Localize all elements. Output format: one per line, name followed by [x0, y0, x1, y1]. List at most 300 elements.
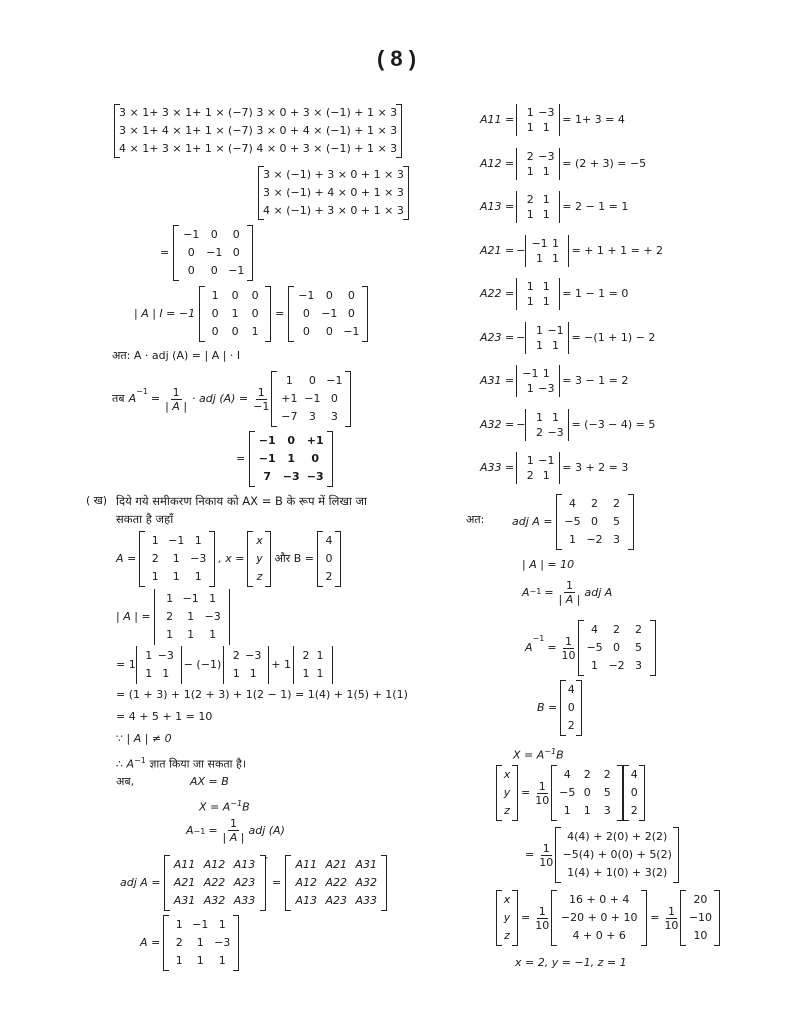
product-matrix-part-b — [258, 166, 409, 220]
cell: y — [503, 911, 511, 924]
cell: 2 — [583, 768, 591, 781]
cell: 1 — [285, 374, 293, 387]
x-eq-ainv-b — [513, 745, 564, 763]
cell: 4 — [569, 497, 577, 510]
fraction — [535, 780, 549, 807]
fraction — [664, 905, 678, 932]
ax-eq-b: AX = B — [190, 775, 229, 788]
cell: 2 — [151, 552, 159, 565]
final-sum-line — [496, 890, 720, 946]
cell: −5 — [564, 515, 581, 528]
a-symbol: A — [525, 641, 533, 654]
page-number: ( 8 ) — [376, 46, 417, 71]
numerator: 1 — [542, 841, 550, 855]
cell: −3 — [214, 936, 231, 949]
cell: z — [504, 929, 510, 942]
cofactor-label: A32 = — [480, 417, 515, 431]
cell: −3 — [538, 106, 555, 119]
cofactor-result: = −(1 + 1) − 2 — [571, 330, 656, 344]
calc-line: = 4 + 5 + 1 = 10 — [116, 710, 213, 723]
cofactor-row — [480, 409, 655, 441]
denominator: 10 — [539, 855, 554, 869]
denominator: 10 — [535, 918, 550, 932]
cell: −10 — [688, 911, 713, 924]
cell: x — [503, 893, 511, 906]
cell: 1 — [526, 382, 534, 395]
denominator: | A | — [558, 593, 581, 606]
minor-det — [516, 148, 560, 180]
cell: 1 — [175, 918, 183, 931]
cofactor-label: A11 = — [480, 113, 515, 126]
cell: 1 — [542, 367, 550, 380]
cell: −5 — [586, 641, 603, 654]
cell: z — [256, 570, 263, 583]
cell: −5(4) + 0(0) + 5(2) — [562, 848, 672, 861]
cell: x — [503, 768, 511, 781]
cell: 1 — [211, 289, 219, 302]
cell: A12 — [295, 876, 317, 889]
cofactor-matrix-transpose — [285, 855, 387, 911]
cell: 2 — [603, 768, 611, 781]
cell: A13 — [295, 894, 317, 907]
therefore-a: ∴ A — [116, 757, 135, 771]
inverse-sup: −1 — [230, 799, 243, 808]
coefficient-matrix — [139, 531, 215, 587]
cell: 1 — [231, 307, 239, 320]
x-eq-ainv-b — [199, 797, 250, 815]
cell: −20 + 0 + 10 — [560, 911, 638, 924]
cell: −3 — [306, 470, 324, 483]
cell: 0 — [210, 264, 218, 277]
cell: 2 — [567, 719, 575, 732]
product-row: 4 × 1+ 3 × 1+ 1 × (−7) 4 × 0 + 3 × (−1) + 1 × 3 — [119, 142, 398, 155]
cell: −1 — [547, 323, 564, 337]
cell: A33 — [355, 894, 377, 907]
cell: 4 — [563, 768, 571, 781]
fraction — [539, 842, 553, 869]
ainv-formula — [186, 817, 285, 844]
inverse-line — [112, 371, 351, 427]
cell: 0 — [302, 307, 310, 320]
cell: 1(4) + 1(0) + 3(2) — [567, 866, 668, 879]
cell: 3 — [613, 533, 621, 546]
cell: 2 — [166, 610, 174, 623]
cell: 4(4) + 2(0) + 2(2) — [567, 830, 668, 843]
cofactor-label: A33 = — [480, 461, 515, 474]
a-label: A = — [116, 552, 137, 565]
cell: 0 — [187, 246, 195, 259]
cell: 0 — [630, 786, 638, 799]
cell: 1 — [583, 804, 591, 817]
cell: 1 — [232, 667, 240, 680]
cell: x — [256, 534, 263, 547]
adj-a-text: adj A — [584, 585, 613, 599]
and-b-label: और B = — [274, 552, 314, 565]
cell: 0 — [251, 289, 259, 302]
cell: 1 — [194, 570, 202, 583]
adj-a-text: adj (A) — [248, 823, 285, 837]
cell: 0 — [591, 515, 599, 528]
product-column — [555, 827, 679, 883]
cell: 1 — [542, 164, 550, 178]
cell: 2 — [526, 469, 534, 482]
tab-word: तब — [112, 392, 125, 405]
equals: = — [521, 786, 531, 799]
identity-matrix — [199, 286, 271, 342]
cell: 1 — [302, 667, 310, 680]
cell: −1 — [326, 374, 343, 387]
denominator: 10 — [664, 918, 679, 932]
minor-det — [525, 322, 569, 354]
minor-det — [525, 235, 569, 267]
adj-cofactor-line — [120, 855, 387, 911]
equals: = — [160, 246, 170, 259]
cell: A33 — [233, 894, 256, 907]
cell: 0 — [308, 374, 316, 387]
cell: 5 — [635, 641, 643, 654]
cell: A32 — [355, 876, 377, 889]
cell: z — [504, 804, 510, 817]
cell: 7 — [263, 470, 272, 483]
inverse-result-line — [236, 431, 333, 487]
cell: 1 — [551, 251, 559, 265]
coefficient-matrix — [163, 915, 239, 971]
cofactor-row — [480, 278, 628, 310]
cell: 0 — [613, 641, 621, 654]
cell: A11 — [295, 858, 317, 871]
cell: 1 — [162, 667, 170, 680]
inverse-sup: −1 — [532, 634, 545, 643]
cell: 1 — [551, 236, 559, 250]
cell: +1 — [306, 434, 324, 447]
cofactor-label: A13 = — [480, 200, 515, 213]
product-row: 4 × (−1) + 3 × 0 + 1 × 3 — [263, 204, 404, 217]
cell: 1 — [194, 534, 202, 547]
cell: 1 — [542, 193, 550, 206]
denominator: 10 — [535, 793, 550, 807]
result-matrix-repeat — [288, 286, 368, 342]
cell: A12 — [203, 858, 226, 871]
cofactor-label: A23 = — [480, 330, 515, 344]
cell: 1 — [526, 208, 534, 221]
cell: 0 — [231, 289, 239, 302]
therefore-rest: ज्ञात किया जा सकता है। — [145, 757, 247, 771]
cell: 0 — [347, 307, 355, 320]
cell: 1 — [166, 628, 174, 641]
ata-label: अत: — [466, 513, 485, 526]
ainv-value-line — [525, 620, 656, 676]
cell: 1 — [591, 659, 599, 672]
cell: 5 — [603, 786, 611, 799]
product-matrix-part-a — [114, 104, 402, 158]
cell: 2 — [635, 623, 643, 636]
cell: 1 — [209, 628, 217, 641]
cell: 4 — [567, 683, 575, 696]
cell: A23 — [233, 876, 256, 889]
x-eq: X = A — [513, 748, 545, 762]
cell: 4 — [325, 534, 333, 547]
b-vector — [317, 531, 341, 587]
cell: 1 — [218, 918, 226, 931]
numerator: 1 — [230, 817, 238, 830]
cofactor-result: = 2 − 1 = 1 — [562, 200, 629, 213]
system-definition-line — [116, 531, 341, 587]
cell: 1 — [526, 121, 534, 134]
cofactor-result: = + 1 + 1 = + 2 — [571, 243, 664, 257]
cofactor-result: = 3 + 2 = 3 — [562, 461, 629, 474]
fraction — [223, 817, 245, 844]
equals: = — [150, 392, 161, 405]
cell: A21 — [325, 858, 347, 871]
cell: −1 — [183, 228, 200, 241]
cell: A13 — [233, 858, 256, 871]
cofactor-row — [480, 322, 655, 354]
cell: 3 — [330, 410, 338, 423]
cell: 4 — [591, 623, 599, 636]
adj-a-matrix — [556, 494, 634, 550]
cell: −7 — [281, 410, 298, 423]
cofactor-row — [480, 191, 628, 223]
a-label: A = — [140, 936, 161, 949]
cell: 2 — [535, 425, 543, 439]
cell: 1 — [175, 954, 183, 967]
cell: 2 — [613, 497, 621, 510]
answer: x = 2, y = −1, z = 1 — [515, 956, 627, 969]
cell: 0 — [583, 786, 591, 799]
adj-a-label: adj A = — [120, 876, 161, 889]
inverse-sup: −1 — [529, 587, 542, 596]
cell: 0 — [311, 452, 320, 465]
cell: 0 — [325, 325, 333, 338]
b-vector-line — [537, 680, 582, 736]
cell: −3 — [190, 552, 207, 565]
minor-det — [516, 452, 560, 484]
cell: A22 — [325, 876, 347, 889]
cell: 1 — [196, 954, 204, 967]
cell: 1 — [542, 208, 550, 221]
x-eq: X = A — [199, 800, 231, 814]
cell: A32 — [203, 894, 226, 907]
denominator: 10 — [561, 648, 576, 662]
cell: −2 — [608, 659, 625, 672]
cell: 1 — [316, 667, 324, 680]
fraction — [165, 386, 187, 413]
cofactor-row — [480, 452, 628, 484]
cell: 2 — [232, 649, 240, 662]
det-identity-label: | A | I = −1 — [134, 307, 196, 320]
x-label: , x = — [218, 552, 245, 565]
cofactor-label: A21 = — [480, 243, 515, 257]
cell: −1 — [168, 534, 185, 547]
x-eq-tail: B — [242, 800, 250, 814]
cell: 1 — [542, 280, 550, 293]
cell: 1 — [218, 954, 226, 967]
det-a — [154, 589, 230, 645]
cell: −3 — [245, 649, 262, 662]
x-eq-tail: B — [556, 748, 564, 762]
ainv-matrix — [578, 620, 656, 676]
cofactor-matrix — [164, 855, 266, 911]
cell: 1 — [535, 251, 543, 265]
cell: 0 — [330, 392, 338, 405]
cell: 1 — [316, 649, 324, 662]
cell: 10 — [693, 929, 708, 942]
cell: A31 — [173, 894, 196, 907]
cell: 3 — [308, 410, 316, 423]
cell: 1 — [535, 323, 543, 337]
cofactor-label: A22 = — [480, 287, 515, 300]
b-vector — [623, 765, 645, 821]
fraction — [562, 635, 576, 662]
cofactor-row — [480, 235, 663, 267]
adj-word: · adj (A) = — [192, 392, 249, 405]
equals: = — [272, 876, 282, 889]
cell: 0 — [210, 228, 218, 241]
det-a-label: | A | = — [116, 610, 151, 623]
det-identity-line — [134, 286, 368, 342]
cofactor-sign: − — [516, 417, 526, 431]
det-a-line — [116, 589, 230, 645]
numerator: 1 — [538, 779, 546, 793]
therefore-line — [116, 754, 246, 772]
cell: 1 — [535, 410, 543, 424]
cell: 1 — [542, 121, 550, 134]
denominator: −1 — [253, 399, 270, 413]
part-label: ( ख) — [86, 494, 108, 507]
fraction — [253, 386, 269, 413]
cell: −3 — [538, 382, 555, 395]
cofactor-label: A31 = — [480, 374, 515, 387]
result-matrix — [173, 225, 253, 281]
fraction — [559, 579, 581, 606]
cell: 1 — [551, 410, 559, 424]
cell: −1 — [258, 452, 276, 465]
ainv-formula — [522, 579, 612, 606]
cell: 1 — [251, 325, 259, 338]
cell: 0 — [347, 289, 355, 302]
cell: −1 — [321, 307, 338, 320]
solution-system-line — [496, 765, 645, 821]
cell: 4 — [630, 768, 638, 781]
cofactor-result: = (2 + 3) = −5 — [562, 156, 647, 170]
cell: y — [256, 552, 263, 565]
cell: −1 — [538, 454, 555, 467]
det-a-value: | A | = 10 — [522, 558, 575, 571]
cell: 0 — [187, 264, 195, 277]
expansion-line — [116, 646, 333, 684]
a-matrix-again-line — [140, 915, 239, 971]
minus-neg1: − (−1) — [183, 658, 222, 671]
cofactor-result: = 1 − 1 = 0 — [562, 287, 629, 300]
cell: 1 — [526, 280, 534, 293]
cell: 2 — [526, 149, 534, 163]
cell: 2 — [302, 649, 310, 662]
cell: 0 — [567, 701, 575, 714]
cell: 0 — [232, 246, 240, 259]
minor-det — [136, 646, 182, 684]
result-matrix-line — [160, 225, 253, 281]
cell: 1 — [209, 592, 217, 605]
x-vector — [247, 531, 271, 587]
cell: +1 — [281, 392, 298, 405]
xyz-vector — [496, 890, 518, 946]
equals: = — [547, 641, 557, 654]
numerator: 1 — [538, 904, 546, 918]
a-symbol: A — [128, 392, 137, 405]
product-row: 3 × 1+ 4 × 1+ 1 × (−7) 3 × 0 + 4 × (−1) + 1 × 3 — [119, 124, 398, 137]
inverse-sup: −1 — [136, 387, 148, 396]
denominator: | A | — [165, 399, 188, 413]
cell: 0 — [287, 434, 296, 447]
cell: A11 — [173, 858, 196, 871]
minor-det — [525, 409, 569, 441]
numerator: 1 — [172, 385, 180, 399]
cell: 1 — [249, 667, 257, 680]
equals: = — [525, 848, 535, 861]
cell: 4 + 0 + 6 — [572, 929, 626, 942]
cell: 1 — [535, 338, 543, 352]
cell: 1 — [187, 610, 195, 623]
calc-line: = (1 + 3) + 1(2 + 3) + 1(2 − 1) = 1(4) + 1(5) + 1(1) — [116, 688, 408, 701]
cell: −1 — [304, 392, 321, 405]
adjoint-matrix — [271, 371, 351, 427]
cell: 1 — [172, 552, 180, 565]
cell: 1 — [563, 804, 571, 817]
cell: −1 — [228, 264, 245, 277]
cell: 0 — [232, 228, 240, 241]
adj-a-line — [512, 494, 634, 550]
equals: = — [521, 911, 531, 924]
equals: = — [650, 911, 660, 924]
cell: −1 — [192, 918, 209, 931]
minor-det — [516, 365, 560, 397]
cell: 1 — [287, 452, 296, 465]
cofactor-sign: − — [516, 243, 526, 257]
inverse-sup: −1 — [193, 827, 206, 836]
cofactor-result: = 3 − 1 = 2 — [562, 374, 629, 387]
cell: 1 — [569, 533, 577, 546]
cell: −3 — [204, 610, 221, 623]
cell: y — [503, 786, 511, 799]
cell: 1 — [542, 295, 550, 308]
cell: 3 — [603, 804, 611, 817]
cofactor-row — [480, 365, 628, 397]
denominator: | A | — [222, 831, 245, 844]
cell: −3 — [282, 470, 300, 483]
cell: 1 — [151, 570, 159, 583]
part-text: दिये गये समीकरण निकाय को AX = B के रूप में लिखा जा — [116, 494, 368, 508]
cell: 2 — [630, 804, 638, 817]
part-text: सकता है जहाँ — [116, 512, 174, 526]
cell: 1 — [151, 534, 159, 547]
equals: = — [275, 307, 285, 320]
cell: 1 — [526, 164, 534, 178]
equals: = — [544, 585, 554, 599]
minor-det — [516, 191, 560, 223]
cell: 1 — [187, 628, 195, 641]
cell: −1 — [343, 325, 360, 338]
cell: −3 — [157, 649, 174, 662]
transpose-mark: ′ — [265, 855, 269, 868]
b-label: B = — [537, 701, 558, 714]
minor-det — [516, 104, 560, 136]
minor-det — [223, 646, 269, 684]
cell: −1 — [531, 236, 548, 250]
ab-label: अब, — [116, 775, 135, 788]
product-expansion-line — [525, 827, 679, 883]
since-line: ∵ | A | ≠ 0 — [116, 732, 172, 745]
ainv-matrix — [551, 765, 623, 821]
